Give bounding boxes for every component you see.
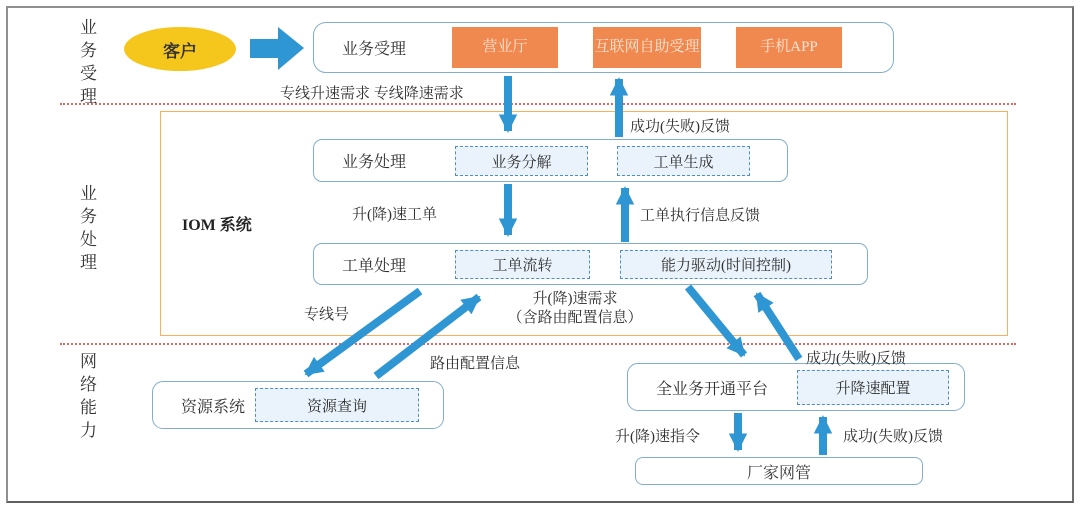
label-speed-command: 升(降)速指令 — [615, 429, 700, 445]
label-speed-workorder: 升(降)速工单 — [352, 207, 437, 223]
item-workorder-generate: 工单生成 — [617, 146, 750, 176]
platform-node-label: 全业务开通平台 — [656, 380, 769, 398]
band-divider-bottom — [60, 343, 1016, 345]
label-exec-feedback: 工单执行信息反馈 — [640, 208, 761, 224]
item-speed-config: 升降速配置 — [797, 370, 949, 405]
label-success-feedback-platform: 成功(失败)反馈 — [806, 351, 906, 367]
resource-node-label: 资源系统 — [181, 398, 246, 416]
accept-node-label: 业务受理 — [342, 41, 407, 58]
vendor-node: 厂家网管 — [635, 457, 923, 485]
label-line-speed-demand: 专线升速需求 专线降速需求 — [280, 86, 464, 102]
band-divider-top — [60, 103, 1016, 105]
label-speed-demand-line1: 升(降)速需求 — [532, 291, 618, 307]
item-workorder-flow: 工单流转 — [455, 250, 590, 279]
channel-mobile-app: 手机APP — [736, 27, 842, 68]
channel-internet-selfservice: 互联网自助受理 — [593, 27, 701, 68]
workorder-node-label: 工单处理 — [342, 257, 407, 275]
channel-business-hall: 营业厅 — [452, 27, 558, 68]
label-route-config-info: 路由配置信息 — [430, 356, 521, 372]
process-node-label: 业务处理 — [342, 154, 407, 171]
band-label-network: 网络能力 — [77, 352, 96, 444]
item-service-decompose: 业务分解 — [455, 146, 588, 176]
item-resource-query: 资源查询 — [255, 388, 419, 422]
item-capability-drive: 能力驱动(时间控制) — [620, 250, 832, 279]
label-speed-demand-route — [455, 290, 695, 328]
label-line-number: 专线号 — [304, 307, 350, 323]
label-success-feedback-top: 成功(失败)反馈 — [630, 119, 730, 135]
label-speed-demand-line2: （含路由配置信息） — [507, 310, 643, 326]
customer-ellipse: 客户 — [124, 27, 236, 71]
label-success-feedback-vendor: 成功(失败)反馈 — [843, 429, 943, 445]
band-label-accept: 业务受理 — [77, 18, 96, 110]
band-label-process: 业务处理 — [77, 184, 96, 276]
iom-system-label: IOM 系统 — [182, 217, 252, 234]
